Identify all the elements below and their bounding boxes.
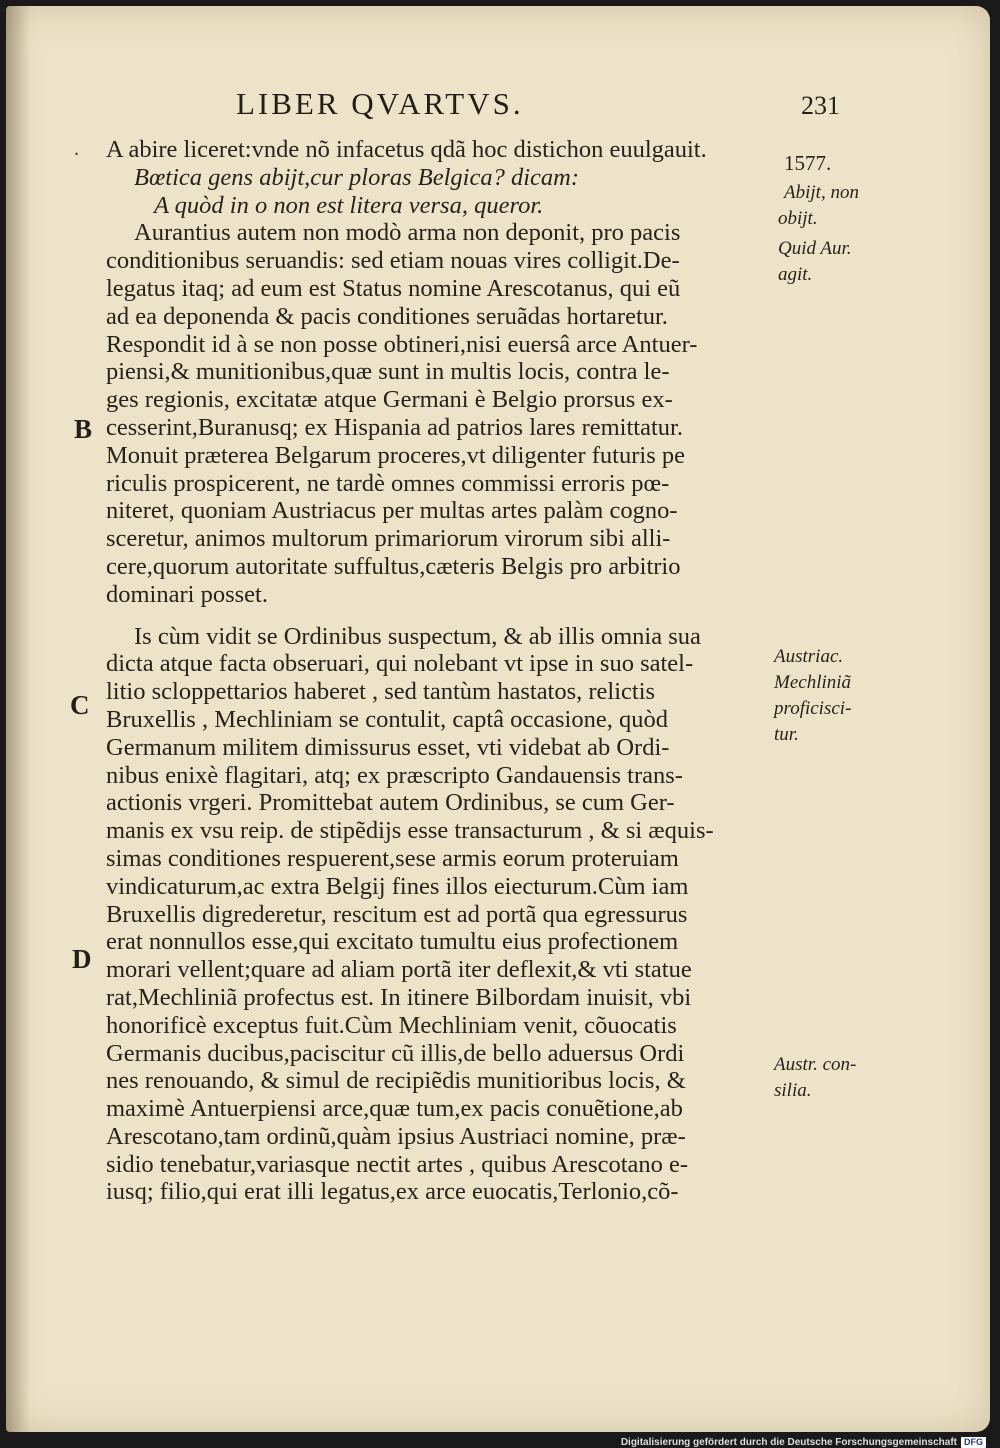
text-line: Germanum militem dimissurus esset, vti videbat ab Ordi-	[106, 733, 670, 761]
margin-note: proficisci-	[774, 698, 852, 719]
text-line: vindicaturum,ac extra Belgij fines illos eiecturum.Cùm iam	[106, 872, 689, 900]
text-line: Germanis ducibus,paciscitur cũ illis,de bello aduersus Ordi	[106, 1039, 685, 1067]
text-line: honorificè exceptus fuit.Cùm Mechliniam venit, cõuocatis	[106, 1011, 677, 1039]
text-line: cesserint,Buranusq; ex Hispania ad patrios lares remittatur.	[106, 413, 683, 441]
text-line: ges regionis, excitatæ atque Germani è Belgio prorsus ex-	[106, 386, 673, 414]
text-line: piensi,& munitionibus,quæ sunt in multis locis, contra le-	[106, 358, 670, 386]
margin-note: Quid Aur.	[778, 238, 852, 259]
verse-line: Bœtica gens abijt,cur ploras Belgica? dicam:	[134, 163, 580, 191]
text-line: Bruxellis , Mechliniam se contulit, captâ occasione, quòd	[106, 705, 668, 733]
text-line: niteret, quoniam Austriacus per multas artes palàm cogno-	[106, 497, 678, 525]
text-line: Monuit præterea Belgarum proceres,vt diligenter futuris pe	[106, 441, 685, 469]
text-line: sceretur, animos multorum primariorum virorum sibi alli-	[106, 525, 671, 553]
text-line: A abire liceret:vnde nõ infacetus qdã hoc distichon euulgauit.	[106, 136, 707, 163]
margin-note: Austriac.	[774, 646, 844, 667]
text-line: dominari posset.	[106, 580, 268, 608]
text-line: simas conditiones respuerent,sese armis eorum proteruiam	[106, 844, 679, 872]
text-line: ad ea deponenda & pacis conditiones seruãdas hortaretur.	[106, 302, 668, 330]
verse-line: A quòd in o non est litera versa, queror.	[154, 191, 544, 219]
text-line: Is cùm vidit se Ordinibus suspectum, & ab illis omnia sua	[134, 622, 701, 650]
margin-note: Mechliniã	[774, 672, 852, 693]
margin-note: Abijt, non	[784, 182, 859, 203]
margin-note: silia.	[774, 1080, 812, 1101]
text-line: litio scloppettarios haberet , sed tantùm hastatos, relictis	[106, 678, 656, 706]
text-line: Aurantius autem non modò arma non deponit, pro pacis	[134, 219, 681, 247]
text-line: conditionibus seruandis: sed etiam nouas vires colligit.De-	[106, 247, 680, 275]
text-line: riculis prospicerent, ne tardè omnes commissi erroris pœ-	[106, 469, 670, 497]
text-line: maximè Antuerpiensi arce,quæ tum,ex pacis conuẽtione,ab	[106, 1095, 683, 1123]
margin-dot-mark: .	[74, 138, 79, 160]
main-text	[106, 136, 776, 1206]
book-page	[6, 6, 990, 1432]
text-line: nibus enixè flagitari, atq; ex præscripto Gandauensis trans-	[106, 761, 683, 789]
section-letter-d: D	[72, 944, 92, 974]
text-line: sidio tenebatur,variasque nectit artes , quibus Arescotano e-	[106, 1150, 689, 1178]
text-line: cere,quorum autoritate suffultus,cæteris Belgis pro arbitrio	[106, 552, 681, 580]
margin-note: Austr. con-	[774, 1054, 857, 1075]
text-line: Bruxellis digrederetur, rescitum est ad portã qua egressurus	[106, 900, 688, 928]
text-line: rat,Mechliniã profectus est. In itinere Bilbordam inuisit, vbi	[106, 983, 692, 1011]
margin-note: agit.	[778, 264, 813, 285]
margin-note: tur.	[774, 724, 799, 745]
text-line: Respondit id à se non posse obtineri,nisi euersâ arce Antuer-	[106, 330, 698, 358]
text-line: actionis vrgeri. Promittebat autem Ordinibus, se cum Ger-	[106, 789, 675, 817]
text-line: erat nonnullos esse,qui excitato tumultu eius profectionem	[106, 928, 679, 956]
running-header	[236, 86, 840, 122]
running-title: LIBER QVARTVS.	[236, 86, 524, 121]
text-line: legatus itaq; ad eum est Status nomine Arescotanus, qui eũ	[106, 274, 681, 302]
digitization-footer	[0, 1436, 1000, 1448]
section-letter-b: B	[74, 414, 93, 444]
text-line: Arescotano,tam ordinũ,quàm ipsius Austriaci nomine, præ-	[106, 1122, 686, 1150]
section-letter-c: C	[70, 690, 90, 720]
paragraph-gap	[106, 609, 776, 623]
margin-year: 1577.	[784, 151, 832, 175]
text-line: nes renouando, & simul de recipiẽdis munitioribus locis, &	[106, 1067, 686, 1095]
text-line: dicta atque facta obseruari, qui nolebant vt ipse in suo satel-	[106, 650, 694, 678]
binding-gutter	[6, 6, 30, 1432]
text-line: iusq; filio,qui erat illi legatus,ex arce euocatis,Terlonio,cõ-	[106, 1178, 679, 1206]
margin-note: obijt.	[778, 208, 818, 229]
text-line: morari vellent;quare ad aliam portã iter deflexit,& vti statue	[106, 956, 692, 984]
footer-credit: Digitalisierung gefördert durch die Deutsche Forschungsgemeinschaft	[620, 1436, 957, 1448]
dfg-logo-icon: DFG	[961, 1437, 986, 1448]
page-number: 231	[801, 91, 840, 120]
text-line: manis ex vsu reip. de stipẽdijs esse transacturum , & si æquis-	[106, 817, 714, 845]
